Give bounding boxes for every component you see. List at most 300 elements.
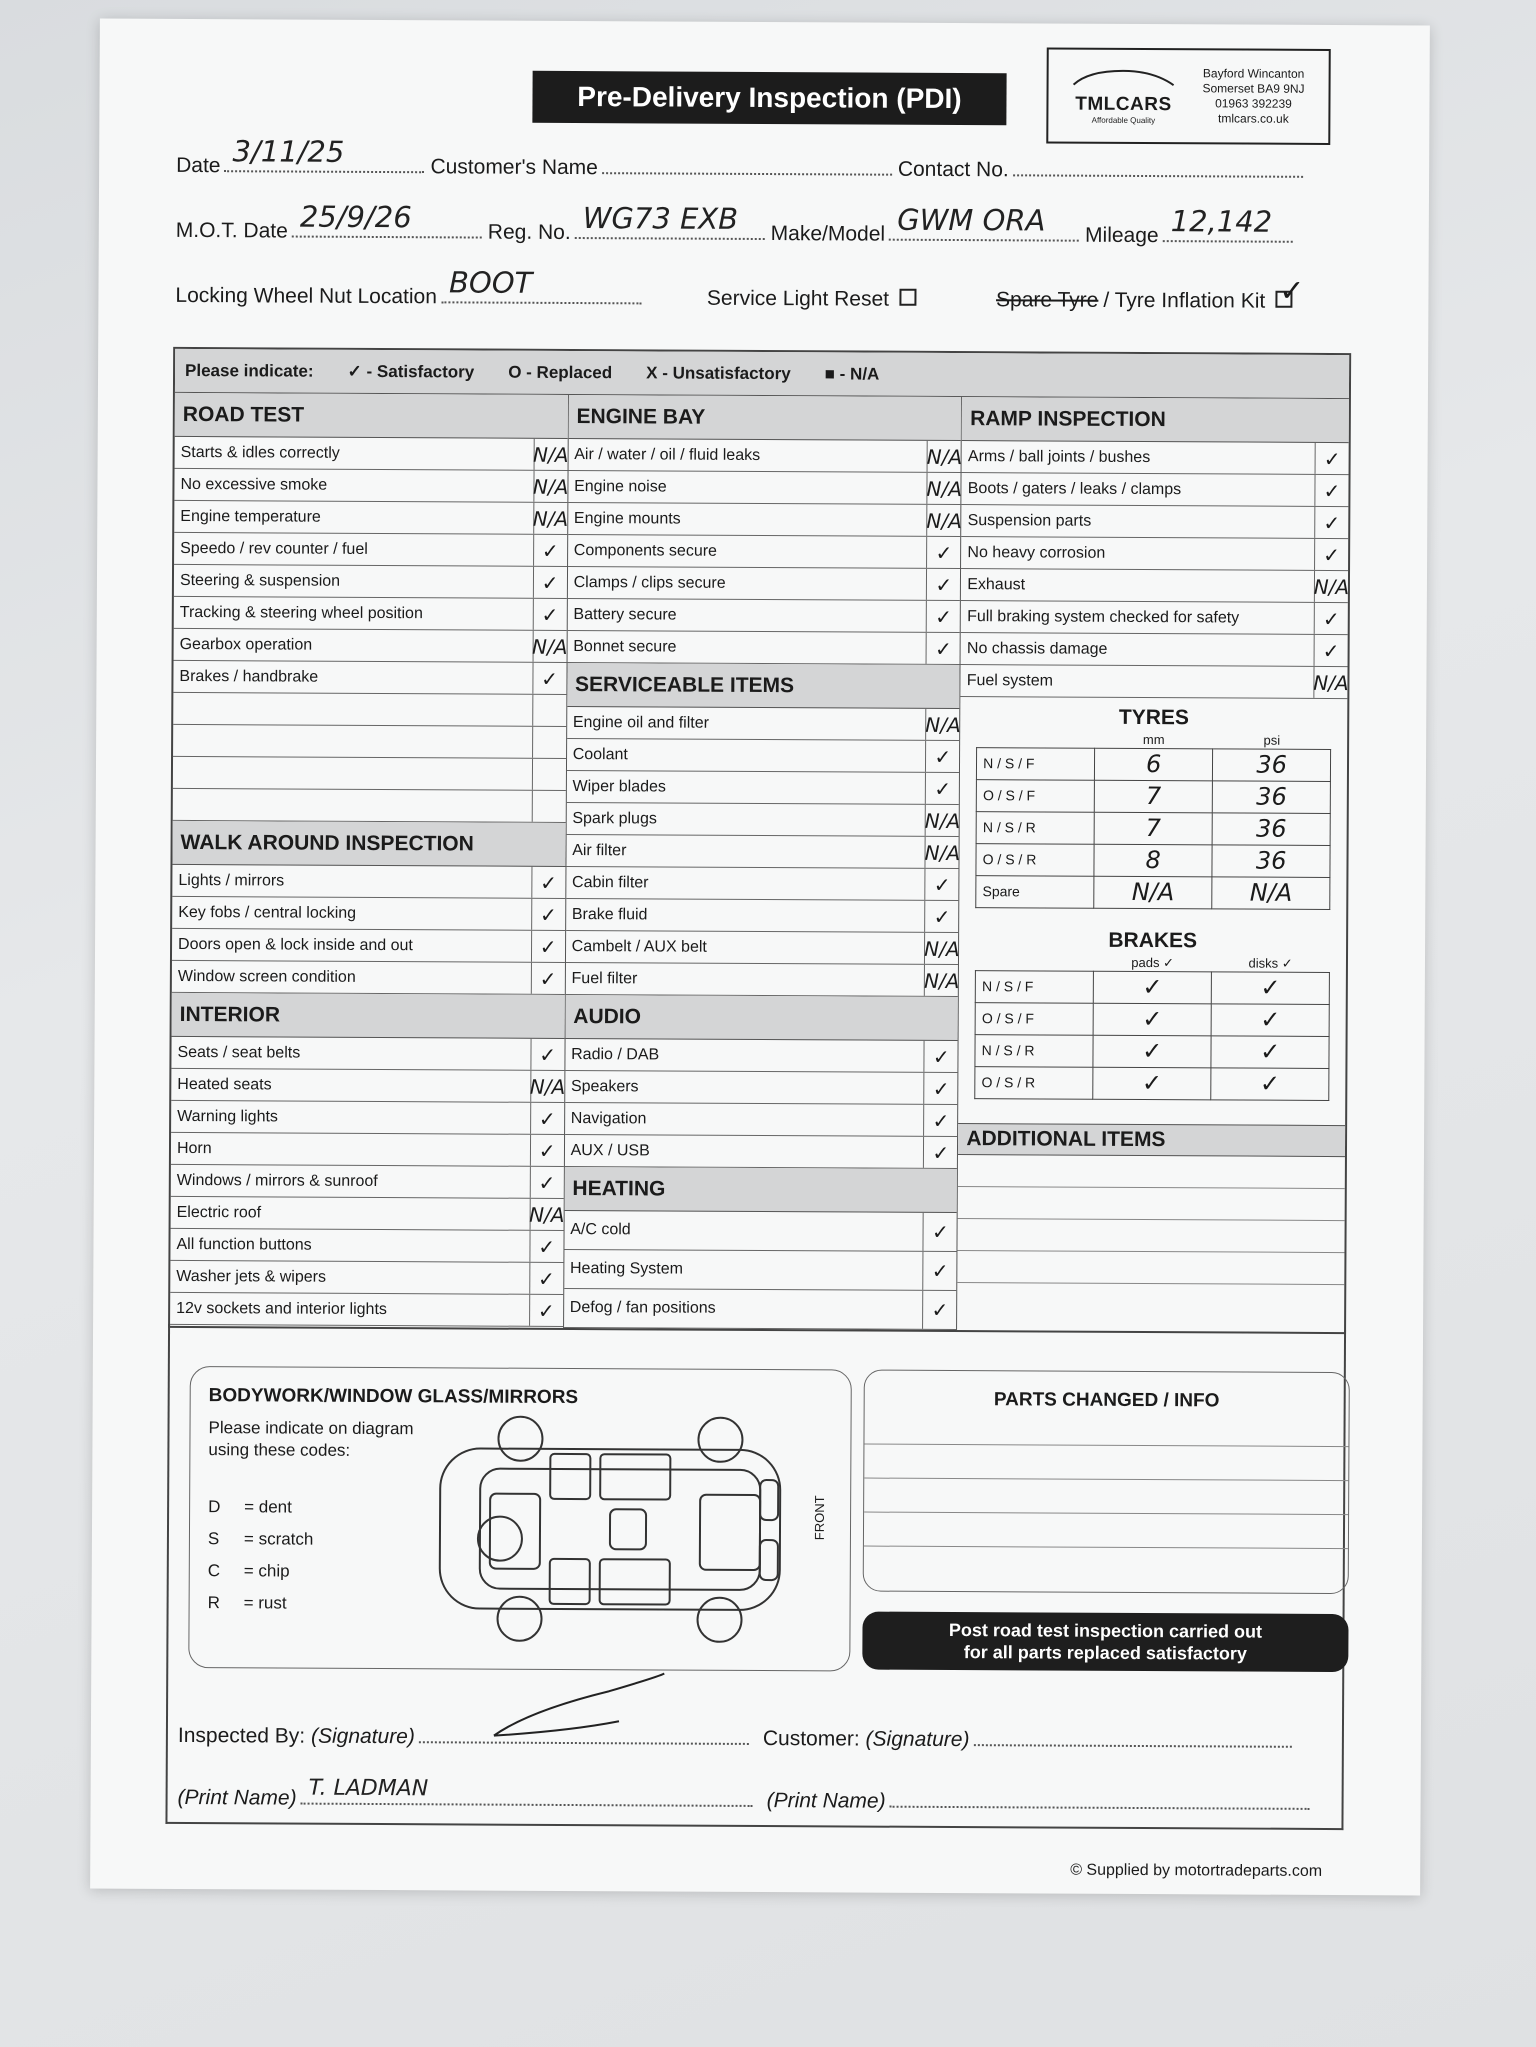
checklist-item-label: Steering & suspension bbox=[179, 571, 341, 590]
footer-credit: © Supplied by motortradeparts.com bbox=[1070, 1861, 1323, 1880]
handwritten-signature bbox=[489, 1671, 669, 1742]
checklist-mark[interactable]: ✓ bbox=[923, 1213, 957, 1251]
print-name-label: (Print Name) bbox=[177, 1785, 297, 1810]
parts-changed-panel bbox=[863, 1370, 1350, 1595]
brakes-disks-value[interactable]: ✓ bbox=[1211, 971, 1329, 1004]
customer-print-field[interactable] bbox=[890, 1790, 1310, 1810]
checklist-mark[interactable]: N/A bbox=[924, 933, 958, 964]
bodywork-instructions: Please indicate on diagram using these codes: bbox=[208, 1418, 414, 1460]
checklist-item-label: Exhaust bbox=[967, 575, 1026, 593]
service-light-label: Service Light Reset bbox=[706, 286, 890, 311]
check-icon: ✓ bbox=[1279, 273, 1305, 309]
lower-section bbox=[165, 1324, 1346, 1830]
checklist-mark[interactable]: ✓ bbox=[529, 1263, 563, 1294]
inflation-kit-label: / Tyre Inflation Kit bbox=[1103, 288, 1266, 313]
checklist-item-label: Speedo / rev counter / fuel bbox=[180, 539, 368, 558]
checklist-mark[interactable]: ✓ bbox=[926, 569, 960, 600]
make-value: GWM ORA bbox=[897, 202, 1046, 238]
wheel-position: O / S / R bbox=[976, 843, 1094, 876]
checklist-mark[interactable]: ✓ bbox=[531, 867, 565, 898]
checklist-item-label: No excessive smoke bbox=[180, 475, 328, 494]
customer-signature-field[interactable] bbox=[973, 1728, 1291, 1748]
inspection-sheet bbox=[90, 19, 1430, 1896]
nut-label: Locking Wheel Nut Location bbox=[175, 283, 438, 309]
checklist-item-label: Cabin filter bbox=[572, 873, 649, 891]
checklist-row bbox=[962, 505, 1349, 539]
checklist-row bbox=[565, 963, 958, 997]
checklist-mark[interactable]: N/A bbox=[925, 805, 959, 836]
checklist-row bbox=[568, 503, 961, 537]
customer-label: Customer's Name bbox=[430, 155, 598, 180]
checklist-row bbox=[175, 437, 568, 471]
checklist-row bbox=[174, 629, 567, 663]
brakes-pads-value[interactable]: ✓ bbox=[1093, 1067, 1211, 1100]
tyres-table bbox=[975, 731, 1331, 909]
checklist-mark[interactable]: N/A bbox=[924, 965, 958, 996]
brakes-disks-header: disks ✓ bbox=[1248, 955, 1293, 971]
brakes-row bbox=[975, 1066, 1329, 1100]
checklist-row bbox=[566, 835, 959, 869]
make-label: Make/Model bbox=[770, 222, 886, 246]
checklist-row bbox=[564, 1250, 957, 1291]
brakes-row bbox=[975, 970, 1329, 1004]
checklist-item-label: No chassis damage bbox=[966, 639, 1108, 658]
brakes-disks-value[interactable]: ✓ bbox=[1211, 1035, 1329, 1068]
checklist-item-label: Heated seats bbox=[177, 1075, 272, 1093]
inspection-grid bbox=[168, 347, 1351, 1334]
checklist-mark[interactable]: ✓ bbox=[530, 963, 564, 994]
inspected-by-label: Inspected By: bbox=[177, 1723, 306, 1748]
checklist-mark[interactable]: N/A bbox=[927, 473, 961, 504]
tyres-row bbox=[976, 811, 1330, 845]
checklist-mark[interactable]: ✓ bbox=[926, 537, 960, 568]
checklist-row bbox=[174, 469, 567, 503]
nut-field[interactable] bbox=[441, 265, 641, 304]
checklist-row bbox=[567, 739, 960, 773]
checklist-row bbox=[174, 597, 567, 631]
mileage-field[interactable] bbox=[1163, 204, 1293, 243]
checklist-row bbox=[568, 471, 961, 505]
checklist-mark[interactable]: ✓ bbox=[1314, 603, 1348, 634]
checklist-item-label: Gearbox operation bbox=[179, 635, 313, 654]
code-scratch: S = scratch bbox=[207, 1529, 314, 1549]
tyres-mm-value[interactable]: 7 bbox=[1094, 812, 1212, 845]
checklist-row bbox=[172, 897, 565, 931]
checklist-row bbox=[567, 599, 960, 633]
legend-bar bbox=[175, 349, 1349, 399]
tyres-row bbox=[976, 875, 1330, 909]
wheel-position: O / S / F bbox=[975, 1002, 1093, 1035]
tyres-psi-value[interactable]: 36 bbox=[1213, 748, 1331, 781]
tyres-psi-value[interactable]: N/A bbox=[1212, 876, 1330, 909]
address-line: tmlcars.co.uk bbox=[1218, 111, 1289, 126]
address-line: Somerset BA9 9NJ bbox=[1202, 81, 1305, 96]
parts-line[interactable] bbox=[864, 1513, 1348, 1550]
checklist-item-label: Windows / mirrors & sunroof bbox=[176, 1171, 378, 1190]
checklist-item-label: Doors open & lock inside and out bbox=[178, 935, 413, 954]
mileage-label: Mileage bbox=[1085, 223, 1159, 248]
inflation-kit-checkbox[interactable] bbox=[1275, 273, 1305, 309]
mot-label: M.O.T. Date bbox=[175, 218, 288, 243]
brakes-pads-value[interactable]: ✓ bbox=[1093, 1035, 1211, 1068]
checklist-row bbox=[171, 1037, 564, 1071]
date-label: Date bbox=[176, 153, 221, 178]
checklist-row bbox=[565, 1103, 958, 1137]
checklist-row bbox=[961, 665, 1348, 699]
checklist-mark[interactable]: ✓ bbox=[926, 633, 960, 664]
checklist-item-label: AUX / USB bbox=[570, 1141, 650, 1159]
checklist-item-label: Suspension parts bbox=[967, 511, 1092, 530]
checklist-row bbox=[171, 1197, 564, 1231]
brakes-row bbox=[975, 1002, 1329, 1036]
checklist-item-label: Washer jets & wipers bbox=[176, 1267, 327, 1286]
checklist-item-label: Key fobs / central locking bbox=[178, 903, 357, 922]
checklist-item-label: All function buttons bbox=[176, 1235, 312, 1254]
checklist-row bbox=[171, 1133, 564, 1167]
checklist-item-label: Battery secure bbox=[573, 605, 677, 624]
post-road-test-banner bbox=[862, 1612, 1348, 1673]
checklist-row bbox=[565, 1135, 958, 1169]
engine-bay-heading: ENGINE BAY bbox=[568, 395, 961, 441]
checklist-mark[interactable]: ✓ bbox=[1314, 539, 1348, 570]
checklist-mark[interactable]: ✓ bbox=[531, 931, 565, 962]
checklist-item-label: Electric roof bbox=[176, 1203, 262, 1221]
checklist-mark[interactable]: ✓ bbox=[533, 567, 567, 598]
additional-line[interactable] bbox=[958, 1251, 1345, 1285]
checklist-item-label: Arms / ball joints / bushes bbox=[967, 447, 1151, 466]
bodywork-heading: BODYWORK/WINDOW GLASS/MIRRORS bbox=[208, 1385, 579, 1409]
wheel-position: N / S / F bbox=[977, 747, 1095, 780]
audio-heading: AUDIO bbox=[565, 995, 958, 1041]
checklist-row bbox=[170, 1261, 563, 1295]
tyres-row bbox=[976, 843, 1330, 877]
checklist-mark[interactable]: ✓ bbox=[531, 899, 565, 930]
checklist-row bbox=[961, 633, 1348, 667]
brakes-disks-value[interactable]: ✓ bbox=[1211, 1067, 1329, 1100]
wheel-position: Spare bbox=[976, 875, 1094, 908]
checklist-mark[interactable] bbox=[532, 759, 566, 790]
heating-heading: HEATING bbox=[564, 1167, 957, 1213]
checklist-item-label: Tracking & steering wheel position bbox=[179, 603, 423, 622]
checklist-item-label: Seats / seat belts bbox=[177, 1043, 301, 1062]
checklist-row bbox=[174, 533, 567, 567]
checklist-row bbox=[564, 1289, 957, 1330]
checklist-mark[interactable]: ✓ bbox=[923, 1137, 957, 1168]
checklist-row bbox=[567, 707, 960, 741]
checklist-row bbox=[172, 961, 565, 995]
checklist-row bbox=[174, 565, 567, 599]
mot-value: 25/9/26 bbox=[299, 199, 412, 235]
code-dent: D = dent bbox=[208, 1497, 292, 1517]
checklist-mark[interactable]: ✓ bbox=[925, 869, 959, 900]
checklist-row bbox=[171, 1101, 564, 1135]
column-right bbox=[957, 397, 1349, 1332]
checklist-mark[interactable]: ✓ bbox=[925, 741, 959, 772]
header-row-2 bbox=[175, 199, 1299, 249]
checklist-row bbox=[961, 601, 1348, 635]
car-silhouette-icon bbox=[1069, 67, 1179, 90]
tyres-mm-value[interactable]: 7 bbox=[1094, 780, 1212, 813]
date-field[interactable] bbox=[224, 134, 424, 173]
checklist-item-label: Full braking system checked for safety bbox=[967, 607, 1240, 627]
parts-line[interactable] bbox=[864, 1547, 1348, 1584]
checklist-row bbox=[566, 803, 959, 837]
tyres-mm-value[interactable]: 6 bbox=[1095, 748, 1213, 781]
checklist-item-label: Air filter bbox=[572, 841, 627, 859]
mileage-value: 12,142 bbox=[1170, 204, 1273, 239]
legend-na: ■ - N/A bbox=[824, 363, 880, 384]
parts-heading: PARTS CHANGED / INFO bbox=[993, 1389, 1220, 1412]
checklist-row bbox=[170, 1293, 563, 1327]
legend-satisfactory: ✓ - Satisfactory bbox=[347, 361, 475, 381]
checklist-item-label: Defog / fan positions bbox=[569, 1299, 716, 1317]
checklist-mark[interactable]: N/A bbox=[529, 1199, 563, 1230]
checklist-item-label: Clamps / clips secure bbox=[573, 573, 726, 592]
checklist-item-label: No heavy corrosion bbox=[967, 543, 1106, 562]
checklist-mark[interactable]: ✓ bbox=[1314, 507, 1348, 538]
checklist-item-label: A/C cold bbox=[570, 1221, 631, 1239]
service-light-checkbox[interactable] bbox=[899, 289, 916, 306]
serviceable-heading: SERVICEABLE ITEMS bbox=[567, 663, 960, 709]
checklist-row bbox=[173, 725, 566, 759]
checklist-mark[interactable]: ✓ bbox=[532, 599, 566, 630]
address-line: 01963 392239 bbox=[1215, 96, 1292, 111]
inspector-print-field[interactable] bbox=[301, 1775, 753, 1807]
checklist-item-label bbox=[173, 708, 532, 710]
checklist-item-label: Speakers bbox=[570, 1077, 639, 1095]
checklist-mark[interactable]: N/A bbox=[1313, 667, 1347, 698]
inspector-signature-field[interactable] bbox=[419, 1725, 749, 1745]
mot-field[interactable] bbox=[292, 199, 482, 239]
checklist-row bbox=[171, 1069, 564, 1103]
checklist-item-label: Window screen condition bbox=[177, 967, 356, 986]
additional-items-heading: ADDITIONAL ITEMS bbox=[958, 1123, 1345, 1157]
checklist-item-label: Engine temperature bbox=[180, 507, 321, 526]
checklist-row bbox=[961, 569, 1348, 603]
checklist-item-label: Cambelt / AUX belt bbox=[571, 937, 707, 956]
checklist-row bbox=[567, 631, 960, 665]
tyres-mm-value[interactable]: 8 bbox=[1094, 844, 1212, 877]
checklist-item-label: Fuel system bbox=[966, 671, 1054, 690]
parts-line[interactable] bbox=[864, 1445, 1348, 1482]
tyres-psi-header: psi bbox=[1263, 732, 1281, 748]
checklist-row bbox=[173, 693, 566, 727]
parts-line[interactable] bbox=[864, 1411, 1348, 1448]
checklist-item-label: Components secure bbox=[573, 541, 718, 560]
checklist-item-label: Horn bbox=[176, 1139, 212, 1157]
checklist-row bbox=[174, 501, 567, 535]
checklist-row bbox=[564, 1211, 957, 1252]
brakes-row bbox=[975, 1034, 1329, 1068]
checklist-row bbox=[566, 771, 959, 805]
contact-label: Contact No. bbox=[897, 157, 1009, 182]
customer-field[interactable] bbox=[602, 156, 892, 176]
form-title: Pre-Delivery Inspection (PDI) bbox=[532, 71, 1006, 125]
checklist-row bbox=[962, 441, 1349, 475]
checklist-mark[interactable]: ✓ bbox=[925, 773, 959, 804]
brakes-pads-value[interactable]: ✓ bbox=[1093, 971, 1211, 1004]
inspector-print-value: T. LADMAN bbox=[308, 1775, 429, 1802]
checklist-item-label: Coolant bbox=[572, 745, 628, 763]
checklist-mark[interactable]: ✓ bbox=[1314, 635, 1348, 666]
additional-line[interactable] bbox=[958, 1219, 1345, 1253]
legend-unsatisfactory: X - Unsatisfactory bbox=[646, 362, 791, 383]
legend-replaced: O - Replaced bbox=[508, 362, 613, 382]
front-label: FRONT bbox=[812, 1495, 828, 1541]
checklist-mark[interactable]: ✓ bbox=[530, 1135, 564, 1166]
car-diagram-icon[interactable] bbox=[429, 1408, 820, 1650]
checklist-mark[interactable]: N/A bbox=[927, 505, 961, 536]
customer-print-label: (Print Name) bbox=[766, 1789, 886, 1813]
brakes-heading: BRAKES bbox=[1108, 928, 1198, 952]
checklist-row bbox=[566, 899, 959, 933]
checklist-item-label: Starts & idles correctly bbox=[180, 443, 340, 462]
banner-line: Post road test inspection carried out bbox=[948, 1619, 1263, 1642]
checklist-item-label: Engine oil and filter bbox=[572, 713, 710, 732]
wheel-position: O / S / R bbox=[975, 1066, 1093, 1099]
checklist-item-label: Bonnet secure bbox=[573, 637, 677, 656]
checklist-mark[interactable]: ✓ bbox=[529, 1295, 563, 1326]
code-rust: R = rust bbox=[207, 1593, 287, 1613]
checklist-item-label bbox=[173, 740, 532, 742]
brakes-pads-value[interactable]: ✓ bbox=[1093, 1003, 1211, 1036]
checklist-mark[interactable]: ✓ bbox=[924, 901, 958, 932]
checklist-mark[interactable]: ✓ bbox=[926, 601, 960, 632]
checklist-mark[interactable]: ✓ bbox=[530, 1103, 564, 1134]
checklist-mark[interactable]: ✓ bbox=[532, 663, 566, 694]
address-line: Bayford Wincanton bbox=[1202, 66, 1305, 81]
wheel-position: N / S / R bbox=[976, 811, 1094, 844]
checklist-mark[interactable]: N/A bbox=[533, 439, 567, 470]
tyres-row bbox=[977, 747, 1331, 781]
checklist-item-label: Brake fluid bbox=[571, 905, 648, 923]
checklist-mark[interactable]: ✓ bbox=[530, 1039, 564, 1070]
tyres-psi-value[interactable]: 36 bbox=[1212, 812, 1330, 845]
checklist-mark[interactable]: N/A bbox=[927, 441, 961, 472]
code-chip: C = chip bbox=[207, 1561, 290, 1581]
checklist-mark[interactable]: N/A bbox=[925, 709, 959, 740]
inspected-by-row bbox=[178, 1724, 1298, 1754]
tyres-heading: TYRES bbox=[1118, 705, 1189, 730]
checklist-item-label: Navigation bbox=[570, 1109, 647, 1127]
checklist-row bbox=[172, 865, 565, 899]
wheel-position: N / S / R bbox=[975, 1034, 1093, 1067]
checklist-row bbox=[566, 931, 959, 965]
checklist-row bbox=[173, 661, 566, 695]
tyres-psi-value[interactable]: 36 bbox=[1212, 780, 1330, 813]
interior-heading: INTERIOR bbox=[172, 993, 565, 1039]
checklist-mark[interactable]: ✓ bbox=[924, 1073, 958, 1104]
signature-hint: (Signature) bbox=[865, 1727, 970, 1752]
checklist-item-label: Warning lights bbox=[177, 1107, 278, 1125]
tyres-row bbox=[976, 779, 1330, 813]
checklist-mark[interactable]: ✓ bbox=[1314, 475, 1348, 506]
road-test-heading: ROAD TEST bbox=[175, 393, 568, 439]
checklist-row bbox=[173, 757, 566, 791]
checklist-item-label: Engine mounts bbox=[573, 509, 681, 528]
checklist-mark[interactable]: N/A bbox=[1314, 571, 1348, 602]
dealer-address bbox=[1188, 66, 1318, 127]
checklist-item-label: Spark plugs bbox=[572, 809, 657, 827]
wheel-position: N / S / F bbox=[975, 970, 1093, 1003]
checklist-row bbox=[568, 439, 961, 473]
contact-field[interactable] bbox=[1013, 158, 1303, 178]
checklist-item-label bbox=[173, 804, 532, 806]
spare-tyre-label: Spare Tyre bbox=[995, 288, 1099, 312]
checklist-mark[interactable] bbox=[532, 695, 566, 726]
checklist-mark[interactable]: N/A bbox=[533, 471, 567, 502]
reg-field[interactable] bbox=[575, 201, 765, 240]
reg-label: Reg. No. bbox=[487, 220, 571, 244]
additional-line[interactable] bbox=[958, 1187, 1345, 1221]
checklist-mark[interactable]: ✓ bbox=[529, 1167, 563, 1198]
parts-line[interactable] bbox=[864, 1479, 1348, 1516]
checklist-mark[interactable]: N/A bbox=[532, 631, 566, 662]
checklist-mark[interactable]: ✓ bbox=[1315, 443, 1349, 474]
date-value: 3/11/25 bbox=[232, 134, 345, 169]
checklist-mark[interactable] bbox=[531, 791, 565, 822]
checklist-mark[interactable]: N/A bbox=[530, 1071, 564, 1102]
logo-name: TMLCARS bbox=[1075, 93, 1172, 116]
checklist-mark[interactable]: ✓ bbox=[923, 1252, 957, 1290]
checklist-item-label bbox=[173, 772, 532, 774]
make-field[interactable] bbox=[889, 202, 1079, 242]
checklist-mark[interactable]: N/A bbox=[925, 837, 959, 868]
checklist-row bbox=[961, 537, 1348, 571]
checklist-mark[interactable]: ✓ bbox=[922, 1291, 956, 1329]
header-row-3 bbox=[175, 265, 1305, 314]
dealer-logo bbox=[1046, 47, 1330, 144]
checklist-row bbox=[173, 789, 566, 823]
banner-line: for all parts replaced satisfactory bbox=[963, 1642, 1247, 1664]
checklist-item-label: 12v sockets and interior lights bbox=[176, 1299, 387, 1318]
print-name-row bbox=[177, 1775, 1316, 1816]
ramp-heading: RAMP INSPECTION bbox=[962, 397, 1349, 443]
checklist-mark[interactable]: ✓ bbox=[529, 1231, 563, 1262]
tyres-mm-value[interactable]: N/A bbox=[1094, 876, 1212, 909]
checklist-item-label: Radio / DAB bbox=[571, 1045, 660, 1063]
checklist-item-label: Air / water / oil / fluid leaks bbox=[574, 445, 761, 464]
checklist-row bbox=[568, 567, 961, 601]
additional-line[interactable] bbox=[958, 1155, 1345, 1189]
checklist-mark[interactable]: ✓ bbox=[533, 535, 567, 566]
nut-value: BOOT bbox=[448, 265, 533, 300]
checklist-row bbox=[170, 1229, 563, 1263]
checklist-item-label: Lights / mirrors bbox=[178, 871, 285, 890]
checklist-item-label: Fuel filter bbox=[571, 969, 638, 987]
checklist-mark[interactable]: ✓ bbox=[923, 1105, 957, 1136]
tyres-mm-header: mm bbox=[1142, 732, 1165, 748]
checklist-item-label: Engine noise bbox=[574, 477, 667, 496]
checklist-mark[interactable]: ✓ bbox=[924, 1041, 958, 1072]
bodywork-panel bbox=[188, 1366, 852, 1671]
legend-prefix: Please indicate: bbox=[185, 360, 314, 381]
checklist-mark[interactable] bbox=[532, 727, 566, 758]
checklist-row bbox=[568, 535, 961, 569]
tyres-psi-value[interactable]: 36 bbox=[1212, 844, 1330, 877]
brakes-disks-value[interactable]: ✓ bbox=[1211, 1003, 1329, 1036]
brakes-pads-header: pads ✓ bbox=[1131, 954, 1175, 970]
checklist-row bbox=[171, 1165, 564, 1199]
walk-around-heading: WALK AROUND INSPECTION bbox=[172, 821, 565, 867]
checklist-mark[interactable]: N/A bbox=[533, 503, 567, 534]
column-left bbox=[170, 393, 569, 1328]
checklist-item-label: Brakes / handbrake bbox=[179, 667, 319, 686]
checklist-row bbox=[565, 1071, 958, 1105]
checklist-item-label: Boots / gaters / leaks / clamps bbox=[967, 479, 1182, 498]
checklist-item-label: Heating System bbox=[569, 1260, 684, 1278]
checklist-row bbox=[565, 1039, 958, 1073]
